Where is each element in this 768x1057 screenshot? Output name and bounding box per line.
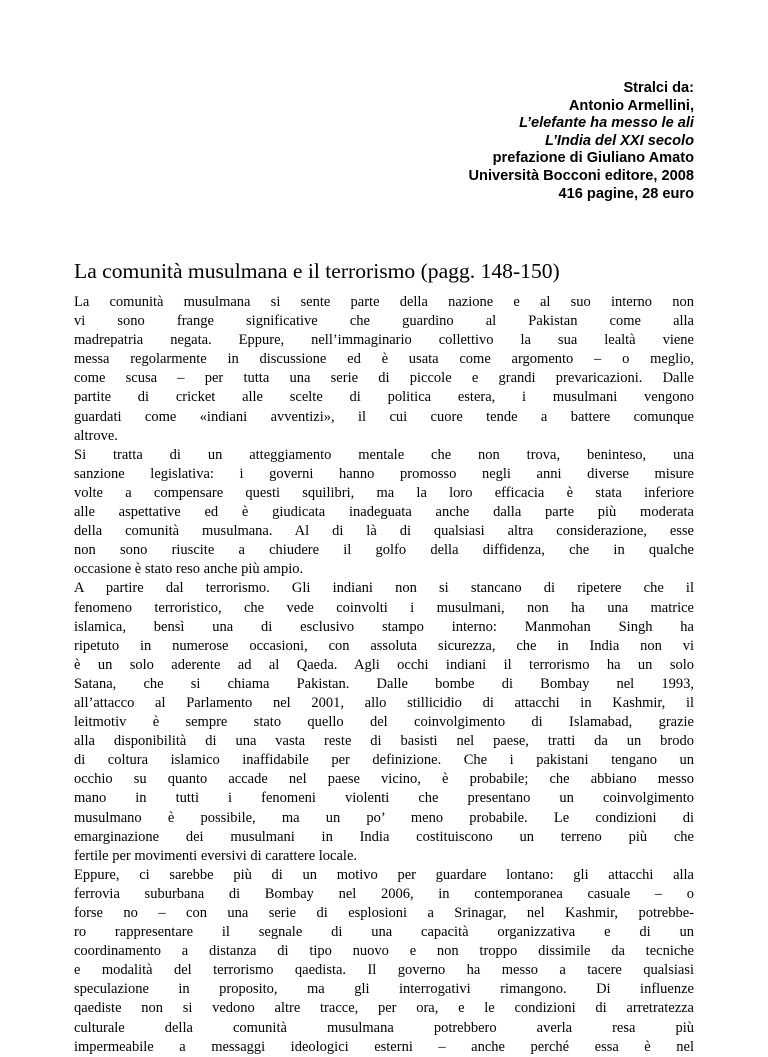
document-page [74, 0, 694, 1055]
text-line: volte a compensare questi squilibri, ma la loro efficacia è stata inferiore [74, 484, 694, 501]
text-line: all’attacco al Parlamento nel 2001, allo stillicidio di attacchi in Kashmir, il [74, 694, 694, 711]
text-line: alla disponibilità di una vasta reste di basisti nel paese, tratti da un brodo [74, 733, 694, 750]
body-text [74, 293, 694, 1057]
text-line: non sono riuscite a chiudere il golfo della diffidenza, che in qualche [74, 542, 694, 559]
citation-preface: prefazione di Giuliano Amato [492, 150, 694, 167]
text-line: è un solo aderente ad al Qaeda. Agli occhi indiani il terrorismo ha un solo [74, 656, 694, 673]
text-line: musulmano è possibile, ma un po’ meno probabile. Le condizioni di [74, 809, 694, 826]
text-line: guardati come «indiani avventizi», il cui cuore tende a battere comunque [74, 408, 694, 425]
text-line: occhio su quanto accade nel paese vicino, è probabile; che abbiano messo [74, 771, 694, 788]
text-line: ripetuto in numerose occasioni, con assoluta sicurezza, che in India non vi [74, 637, 694, 654]
text-line: coordinamento a distanza di tipo nuovo e non troppo dissimile da tecniche [74, 943, 694, 960]
text-line: della comunità musulmana. Al di là di qualsiasi altra considerazione, esse [74, 523, 694, 540]
text-line: islamica, bensì una di esclusivo stampo interno: Manmohan Singh ha [74, 618, 694, 635]
text-line: La comunità musulmana si sente parte della nazione e al suo interno non [74, 294, 694, 310]
text-line: fenomeno terroristico, che vede coinvolti i musulmani, non ha una matrice [74, 599, 694, 616]
section-title: La comunità musulmana e il terrorismo (pagg. 148-150) [74, 259, 560, 283]
citation-book-title: L’elefante ha messo le ali [519, 115, 694, 132]
text-line: Eppure, ci sarebbe più di un motivo per guardare lontano: gli attacchi alla [74, 866, 694, 883]
text-line: ro rappresentare il segnale di una capacità organizzativa e di un [74, 924, 694, 941]
text-line: leitmotiv è sempre stato quello del coinvolgimento di Islamabad, grazie [74, 714, 694, 731]
text-line: forse no – con una serie di esplosioni a Srinagar, nel Kashmir, potrebbe- [74, 905, 694, 921]
citation-book-subtitle: L’India del XXI secolo [545, 132, 694, 149]
text-line: ferrovia suburbana di Bombay nel 2006, in contemporanea casuale – o [74, 885, 694, 902]
citation-author: Antonio Armellini, [568, 97, 694, 114]
text-line: alle aspettative ed è giudicata inadeguata anche dalla parte più moderata [74, 504, 694, 521]
text-line: mano in tutti i fenomeni violenti che presentano un coinvolgimento [74, 790, 694, 807]
text-line: speculazione in proposito, ma gli interrogativi rimangono. Di influenze [74, 981, 694, 998]
text-line: A partire dal terrorismo. Gli indiani non si stancano di ripetere che il [74, 580, 694, 597]
text-line: di coltura islamico inaffidabile per definizione. Che i pakistani tengano un [74, 752, 694, 769]
text-line: qaediste non si vedono altre tracce, per ora, e le condizioni di arretratezza [74, 1000, 694, 1017]
text-line: vi sono frange significative che guardino al Pakistan come alla [74, 313, 694, 330]
text-line: fertile per movimenti eversivi di carattere locale. [74, 847, 358, 864]
text-line: emarginazione dei musulmani in India costituiscono un terreno più che [74, 828, 694, 845]
source-citation [469, 80, 694, 203]
citation-publisher: Università Bocconi editore, 2008 [468, 167, 694, 184]
text-line: madrepatria negata. Eppure, nell’immaginario collettivo la sua lealtà viene [74, 332, 694, 349]
citation-pages-price: 416 pagine, 28 euro [558, 185, 694, 202]
text-line: messa regolarmente in discussione ed è usata come argomento – o meglio, [74, 351, 694, 368]
text-line: altrove. [74, 427, 118, 444]
text-line: e modalità del terrorismo qaedista. Il governo ha messo a tacere qualsiasi [74, 962, 694, 979]
text-line: sanzione legislativa: i governi hanno promosso negli anni diverse misure [74, 465, 694, 482]
text-line: Satana, che si chiama Pakistan. Dalle bombe di Bombay nel 1993, [74, 675, 694, 692]
citation-intro: Stralci da: [623, 80, 694, 96]
text-line: partite di cricket alle scelte di politica estera, i musulmani vengono [74, 389, 694, 406]
text-line: Si tratta di un atteggiamento mentale che non trova, beninteso, una [74, 446, 694, 463]
text-line: culturale della comunità musulmana potrebbero averla resa più [74, 1019, 694, 1036]
text-line: occasione è stato reso anche più ampio. [74, 561, 304, 578]
text-line: come scusa – per tutta una serie di piccole e grandi prevaricazioni. Dalle [74, 370, 694, 387]
text-line: impermeabile a messaggi ideologici esterni – anche perché essa è nel [74, 1038, 694, 1055]
